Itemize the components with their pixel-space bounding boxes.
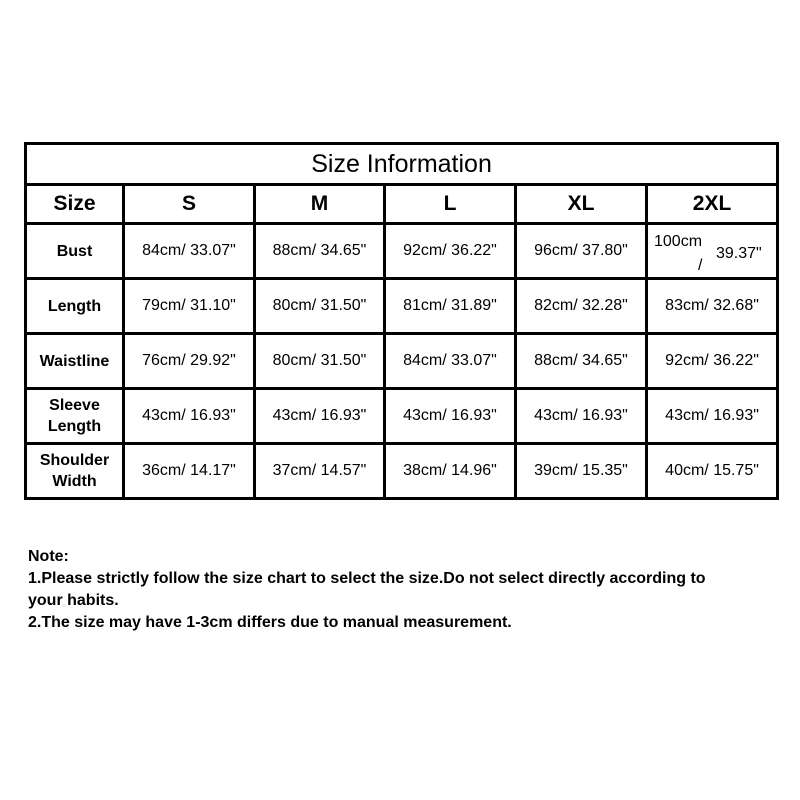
table-cell: 96cm/ 37.80" — [516, 224, 647, 279]
row-label-text: Length — [47, 418, 102, 435]
table-cell: 83cm/ 32.68" — [647, 279, 778, 334]
table-cell: 43cm/ 16.93" — [255, 389, 385, 444]
row-label-text: Width — [52, 473, 97, 490]
table-cell: 43cm/ 16.93" — [385, 389, 516, 444]
table-cell: 37cm/ 14.57" — [255, 444, 385, 499]
cell-part: / — [698, 257, 703, 274]
header-cell-xl: XL — [516, 185, 647, 224]
table-cell: 43cm/ 16.93" — [516, 389, 647, 444]
table-cell: 88cm/ 34.65" — [255, 224, 385, 279]
table-row-waistline — [26, 334, 778, 389]
row-label-length — [26, 279, 124, 334]
table-cell: 76cm/ 29.92" — [124, 334, 255, 389]
table-cell: 81cm/ 31.89" — [385, 279, 516, 334]
table-cell: 84cm/ 33.07" — [124, 224, 255, 279]
table-row-sleeve-length — [26, 389, 778, 444]
note-line: 2.The size may have 1-3cm differs due to manual measurement. — [28, 614, 512, 631]
header-cell-2xl: 2XL — [647, 185, 778, 224]
row-label-text: Bust — [56, 242, 93, 260]
cell-part: 100cm — [654, 233, 703, 250]
notes-heading: Note: — [28, 548, 69, 565]
table-cell: 84cm/ 33.07" — [385, 334, 516, 389]
table-title: Size Information — [26, 144, 778, 185]
cell-part: 39.37" — [716, 245, 762, 262]
table-row-length — [26, 279, 778, 334]
table-cell: 38cm/ 14.96" — [385, 444, 516, 499]
table-cell: 43cm/ 16.93" — [124, 389, 255, 444]
table-row-shoulder-width — [26, 444, 778, 499]
row-label-bust — [26, 224, 124, 279]
table-cell: 92cm/ 36.22" — [385, 224, 516, 279]
row-label-text: Length — [47, 297, 102, 315]
header-row — [26, 185, 778, 224]
table-cell: 88cm/ 34.65" — [516, 334, 647, 389]
note-line: your habits. — [28, 592, 119, 609]
row-label-text: Waistline — [39, 352, 110, 370]
header-cell-m: M — [255, 185, 385, 224]
header-cell-s: S — [124, 185, 255, 224]
table-cell: 39cm/ 15.35" — [516, 444, 647, 499]
table-cell: 36cm/ 14.17" — [124, 444, 255, 499]
table-cell: 40cm/ 15.75" — [647, 444, 778, 499]
header-cell-l: L — [385, 185, 516, 224]
table-cell: 80cm/ 31.50" — [255, 279, 385, 334]
row-label-text: Shoulder — [39, 452, 110, 469]
row-label-sleeve-length — [26, 389, 124, 444]
row-label-shoulder-width — [26, 444, 124, 499]
row-label-text: Sleeve — [49, 397, 100, 414]
size-chart — [24, 142, 776, 500]
table-cell: 80cm/ 31.50" — [255, 334, 385, 389]
table-cell: 82cm/ 32.28" — [516, 279, 647, 334]
table-cell: 79cm/ 31.10" — [124, 279, 255, 334]
notes-section — [28, 546, 778, 634]
table-cell — [647, 224, 778, 279]
row-label-waistline — [26, 334, 124, 389]
size-table — [24, 142, 779, 500]
table-cell: 92cm/ 36.22" — [647, 334, 778, 389]
table-cell: 43cm/ 16.93" — [647, 389, 778, 444]
header-cell-size: Size — [26, 185, 124, 224]
table-row-bust — [26, 224, 778, 279]
note-line: 1.Please strictly follow the size chart to select the size.Do not select directly according to — [28, 570, 706, 587]
